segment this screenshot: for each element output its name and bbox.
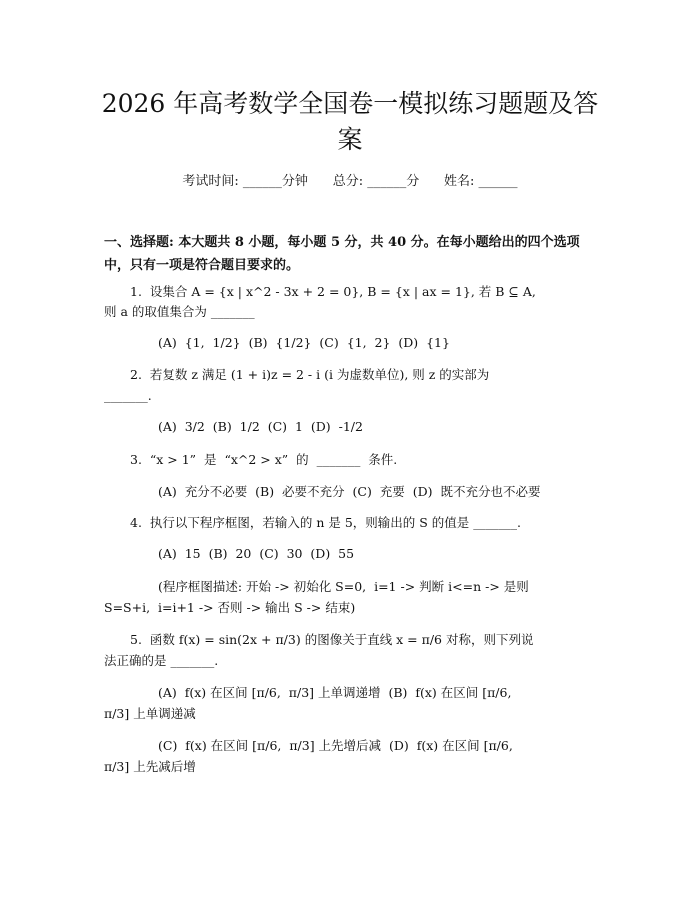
question-4-stem: 4. 执行以下程序框图，若输入的 n 是 5，则输出的 S 的值是 _______. [130, 515, 522, 530]
question-1-options: (A) {1, 1/2} (B) {1/2} (C) {1, 2} (D) {1} [158, 335, 450, 350]
question-2-stem: 2. 若复数 z 满足 (1 + i)z = 2 - i (i 为虚数单位), 则 z 的实部为 [130, 367, 490, 382]
total-score-field: 总分: ______分 [332, 174, 420, 189]
question-5-options-ab: (A) f(x) 在区间 [π/6, π/3] 上单调递增 (B) f(x) 在区间 [π/6, [158, 685, 512, 700]
student-name-field: 姓名: ______ [444, 174, 518, 189]
question-2-stem-continued: _______. [104, 388, 152, 403]
document-title: 2026 年高考数学全国卷一模拟练习题题及答 [101, 89, 599, 118]
question-4-flowchart-note: (程序框图描述: 开始 -> 初始化 S=0, i=1 -> 判断 i<=n -> 是则 [158, 579, 529, 594]
question-5-stem-continued: 法正确的是 _______. [104, 653, 219, 668]
exam-time-field: 考试时间: ______分钟 [182, 174, 308, 189]
section-heading-multiple-choice: 一、选择题: 本大题共 8 小题，每小题 5 分，共 40 分。在每小题给出的四个选项中，只有一项是符合题目要求的。 [104, 235, 580, 273]
question-4-options: (A) 15 (B) 20 (C) 30 (D) 55 [158, 546, 355, 561]
question-5-options-cd-continued: π/3] 上先减后增 [104, 759, 196, 774]
question-5-options-ab-continued: π/3] 上单调递减 [104, 706, 196, 721]
question-5-stem: 5. 函数 f(x) = sin(2x + π/3) 的图像关于直线 x = π/6 对称，则下列说 [130, 632, 534, 647]
question-1-stem: 1. 设集合 A = {x | x^2 - 3x + 2 = 0}, B = {x | ax = 1}, 若 B ⊆ A, [130, 284, 536, 299]
question-3-options: (A) 充分不必要 (B) 必要不充分 (C) 充要 (D) 既不充分也不必要 [158, 484, 541, 499]
question-3-stem: 3. “x > 1” 是 “x^2 > x” 的 _______ 条件. [130, 452, 398, 467]
exam-info-row [0, 170, 700, 189]
document-title-continued: 案 [337, 125, 363, 154]
question-5-options-cd: (C) f(x) 在区间 [π/6, π/3] 上先增后减 (D) f(x) 在区间 [π/6, [158, 738, 513, 753]
question-1-stem-continued: 则 a 的取值集合为 _______ [104, 304, 255, 319]
question-4-flowchart-note-continued: S=S+i, i=i+1 -> 否则 -> 输出 S -> 结束) [104, 600, 356, 615]
question-2-options: (A) 3/2 (B) 1/2 (C) 1 (D) -1/2 [158, 419, 363, 434]
